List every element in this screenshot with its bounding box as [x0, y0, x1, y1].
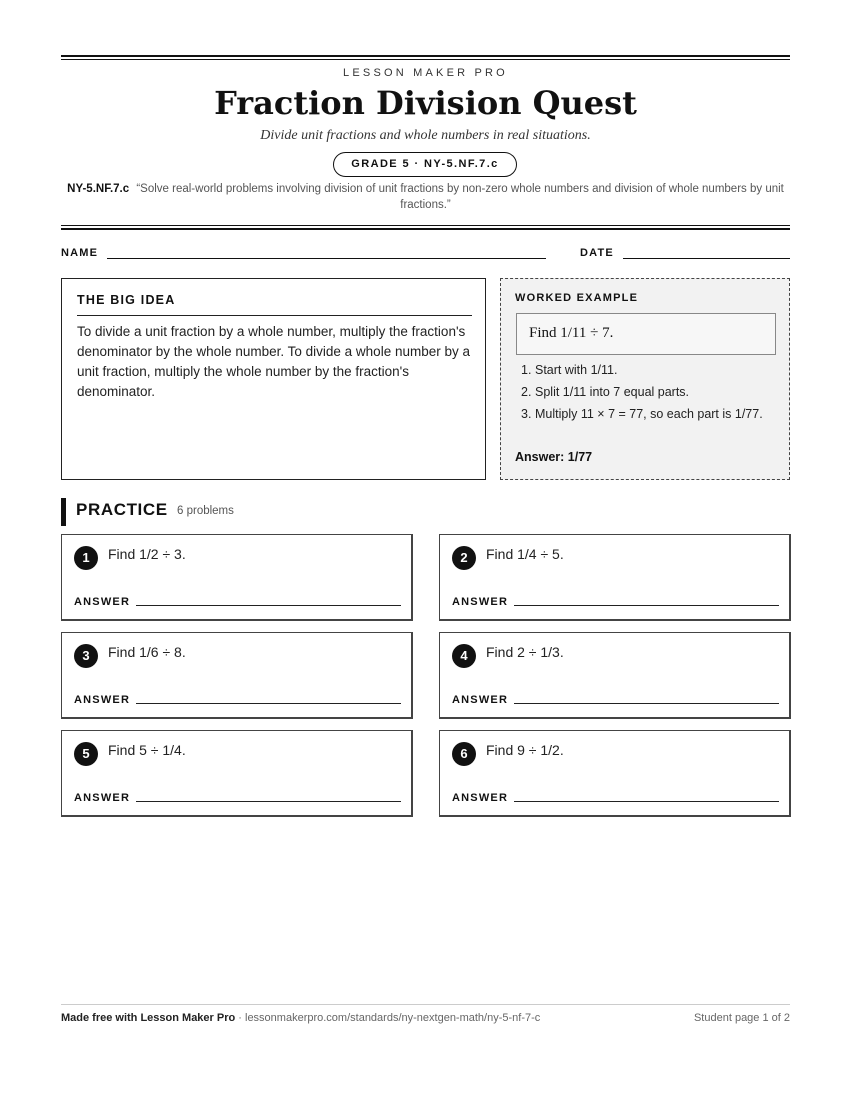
problem-question: Find 1/2 ÷ 3.: [108, 546, 186, 562]
worksheet-page: [61, 0, 790, 1100]
problem-number-badge: 4: [452, 644, 476, 668]
answer-label: ANSWER: [452, 792, 509, 804]
problem-question: Find 5 ÷ 1/4.: [108, 742, 186, 758]
big-idea-heading: THE BIG IDEA: [77, 293, 176, 307]
name-label: NAME: [61, 247, 99, 259]
problem-question: Find 9 ÷ 1/2.: [486, 742, 564, 758]
big-idea-divider: [77, 315, 472, 316]
worked-example-box: [500, 278, 790, 480]
practice-count: 6 problems: [177, 505, 234, 517]
problem-question: Find 1/6 ÷ 8.: [108, 644, 186, 660]
problem-number-badge: 2: [452, 546, 476, 570]
name-field[interactable]: [107, 258, 546, 259]
problem-number-badge: 5: [74, 742, 98, 766]
worked-step: [515, 383, 777, 402]
step-number: 1.: [521, 363, 532, 377]
worked-step: [515, 361, 777, 380]
step-text: Split 1/11 into 7 equal parts.: [535, 385, 690, 399]
problem-number-badge: 6: [452, 742, 476, 766]
answer-field[interactable]: [514, 605, 779, 606]
answer-label: ANSWER: [74, 694, 131, 706]
footer-url[interactable]: · lessonmakerpro.com/standards/ny-nextgen-math/ny-5-nf-7-c: [235, 1012, 541, 1024]
problem-number-badge: 1: [74, 546, 98, 570]
date-label: DATE: [580, 247, 614, 259]
worked-example-answer: Answer: 1/77: [515, 450, 593, 464]
step-number: 2.: [521, 385, 532, 399]
answer-field[interactable]: [514, 703, 779, 704]
standard-description: [61, 181, 790, 213]
problem-card: [61, 632, 413, 719]
answer-label: ANSWER: [74, 792, 131, 804]
answer-field[interactable]: [514, 801, 779, 802]
practice-heading: PRACTICE: [76, 500, 168, 519]
problem-card: [61, 730, 413, 817]
worked-step: [515, 405, 777, 424]
grade-badge: GRADE 5 · NY-5.NF.7.c: [333, 152, 517, 177]
footer-page-number: Student page 1 of 2: [693, 1012, 790, 1024]
problem-card: [439, 730, 791, 817]
answer-label: ANSWER: [452, 596, 509, 608]
answer-field[interactable]: [136, 801, 401, 802]
header-rule-thin: [61, 225, 790, 226]
standard-code: NY-5.NF.7.c: [67, 183, 130, 195]
page-subtitle: Divide unit fractions and whole numbers in real situations.: [260, 128, 591, 143]
date-field[interactable]: [623, 258, 790, 259]
answer-label: ANSWER: [452, 694, 509, 706]
top-rule: [61, 55, 790, 57]
worked-example-steps: [515, 361, 777, 427]
footer-made-with: Made free with Lesson Maker Pro: [61, 1012, 236, 1024]
problem-card: [439, 534, 791, 621]
header-rule: [61, 228, 790, 230]
problem-question: Find 2 ÷ 1/3.: [486, 644, 564, 660]
answer-field[interactable]: [136, 605, 401, 606]
problem-card: [439, 632, 791, 719]
answer-label: ANSWER: [74, 596, 131, 608]
step-text: Start with 1/11.: [535, 363, 618, 377]
big-idea-text: To divide a unit fraction by a whole number, multiply the fraction's denominator by the whole number. To divide a whole number by a unit fraction, multiply the whole number by the fraction's denominator.: [77, 324, 470, 399]
problem-number-badge: 3: [74, 644, 98, 668]
step-number: 3.: [521, 407, 532, 421]
top-rule-thin: [61, 59, 790, 60]
worked-example-problem: Find 1/11 ÷ 7.: [516, 313, 776, 355]
practice-accent-bar: [61, 498, 66, 526]
worked-example-heading: WORKED EXAMPLE: [515, 292, 639, 304]
answer-field[interactable]: [136, 703, 401, 704]
problem-card: [61, 534, 413, 621]
page-title: Fraction Division Quest: [214, 84, 637, 122]
problem-question: Find 1/4 ÷ 5.: [486, 546, 564, 562]
big-idea-box: [61, 278, 486, 480]
standard-text: “Solve real-world problems involving division of unit fractions by non-zero whole numbers and division of whole numbers by unit fractions.”: [136, 183, 784, 211]
brand-label: LESSON MAKER PRO: [343, 67, 508, 79]
footer-credit: [61, 1012, 540, 1024]
footer-divider: [61, 1004, 790, 1005]
step-text: Multiply 11 × 7 = 77, so each part is 1/77.: [535, 407, 763, 421]
